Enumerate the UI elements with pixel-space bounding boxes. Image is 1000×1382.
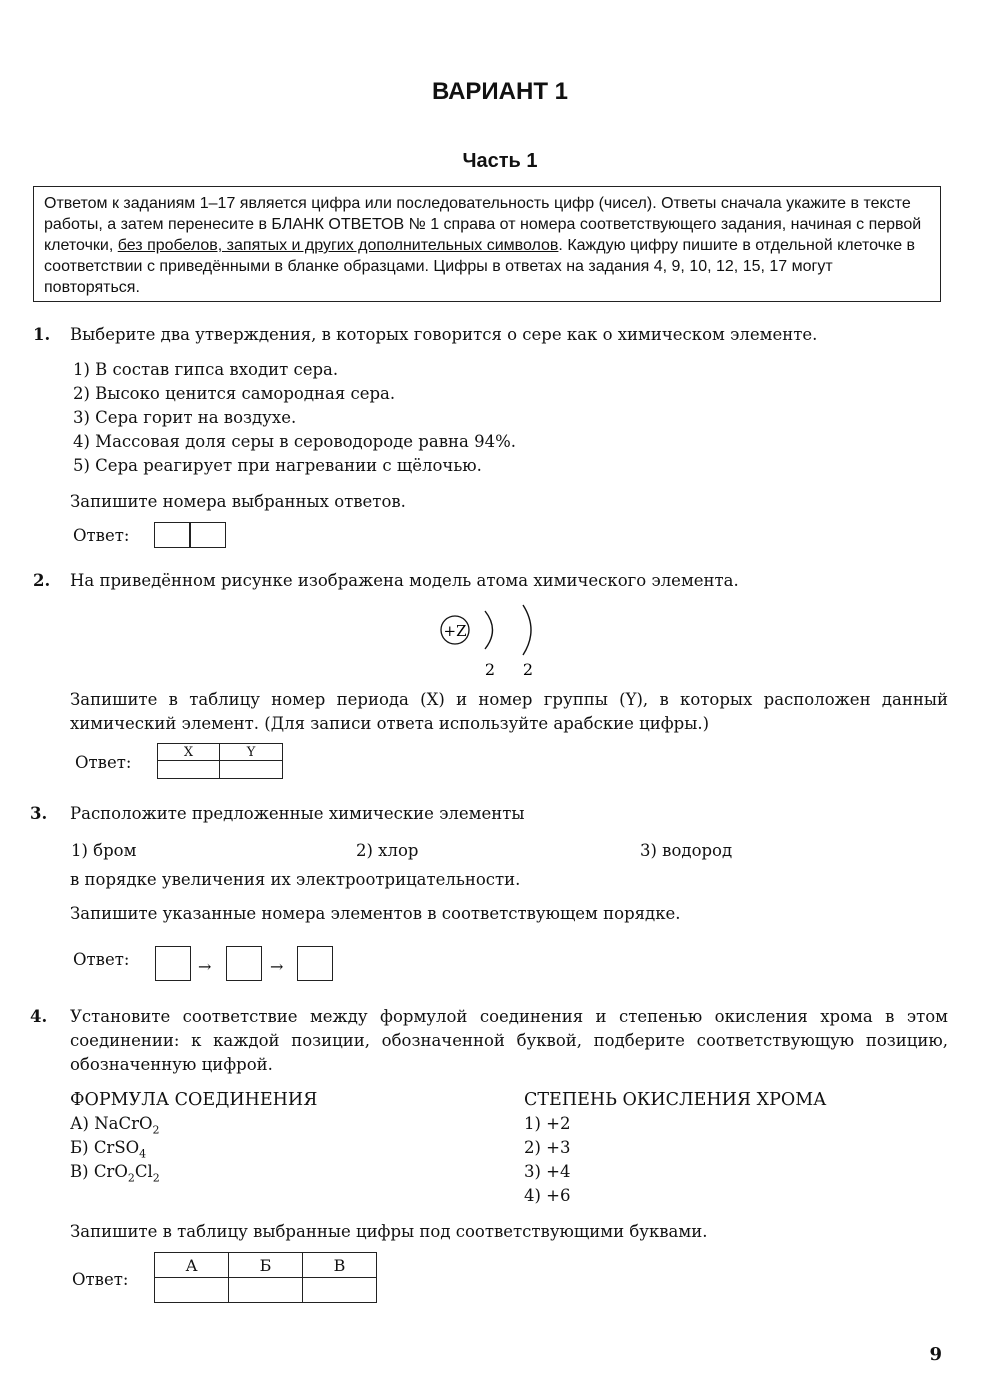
q2-answer-y[interactable] [220, 761, 283, 779]
col-a-header: А [155, 1253, 229, 1278]
oxidation-option-4: 4) +6 [524, 1186, 571, 1205]
formula-c [70, 1160, 160, 1190]
q1-option-3: 3) Сера горит на воздухе. [73, 408, 297, 427]
shell-1-electrons: 2 [484, 660, 496, 679]
shell-2-electrons: 2 [522, 660, 534, 679]
col-c-header: В [303, 1253, 377, 1278]
q1-instruction: Запишите номера выбранных ответов. [70, 492, 406, 511]
formula-b-label: Б) [70, 1138, 89, 1157]
q3-option-2: 2) хлор [356, 841, 419, 860]
question-4-number: 4. [30, 1007, 48, 1026]
part-title: Часть 1 [462, 150, 538, 172]
q4-answer-b[interactable] [229, 1278, 303, 1303]
instructions-box [33, 186, 941, 302]
nucleus-label: +Z [443, 622, 467, 640]
formula-a-main: NaCrO [94, 1114, 153, 1133]
atom-model-diagram [435, 603, 555, 683]
formula-c-sub-1: 2 [127, 1171, 135, 1185]
page-number: 9 [929, 1344, 942, 1365]
instructions-underlined: без пробелов, запятых и других дополнительных символов [117, 237, 559, 254]
q1-answer-cell-2[interactable] [189, 522, 226, 548]
q4-instruction: Запишите в таблицу выбранные цифры под соответствующими буквами. [70, 1222, 708, 1241]
q3-option-1: 1) бром [71, 841, 137, 860]
q1-option-1: 1) В состав гипса входит сера. [73, 360, 339, 379]
q3-answer-cell-2[interactable] [226, 946, 262, 981]
oxidation-option-1: 1) +2 [524, 1114, 571, 1133]
electron-shell-1 [485, 611, 493, 649]
oxidation-column-header: СТЕПЕНЬ ОКИСЛЕНИЯ ХРОМА [524, 1090, 827, 1110]
col-y-header: Y [220, 744, 283, 761]
question-1-number: 1. [33, 325, 51, 344]
q3-text-2: в порядке увеличения их электроотрицательности. [70, 870, 521, 889]
formula-b-sub: 4 [139, 1147, 147, 1161]
q3-instruction: Запишите указанные номера элементов в соответствующем порядке. [70, 904, 681, 923]
question-4-text: Установите соответствие между формулой соединения и степенью окисления хрома в этом соединении: к каждой позиции, обозначенной буквой, подберите соответствующую позицию, обозначенную цифрой. [70, 1007, 948, 1074]
q1-answer-cell-1[interactable] [154, 522, 191, 548]
q3-answer-cell-1[interactable] [155, 946, 191, 981]
q1-answer-label: Ответ: [73, 526, 130, 545]
q4-answer-c[interactable] [303, 1278, 377, 1303]
col-x-header: X [158, 744, 220, 761]
oxidation-option-2: 2) +3 [524, 1138, 571, 1157]
q1-option-2: 2) Высоко ценится самородная сера. [73, 384, 396, 403]
formula-c-main-2: Cl [134, 1162, 153, 1181]
q2-answer-label: Ответ: [75, 753, 132, 772]
arrow-icon: → [270, 957, 284, 976]
question-3-text: Расположите предложенные химические элементы [70, 804, 525, 823]
q4-answer-a[interactable] [155, 1278, 229, 1303]
electron-shell-2 [523, 605, 531, 655]
formula-a-label: А) [70, 1114, 89, 1133]
question-3-number: 3. [30, 804, 48, 823]
q2-answer-x[interactable] [158, 761, 220, 779]
q3-answer-cell-3[interactable] [297, 946, 333, 981]
formula-column-header: ФОРМУЛА СОЕДИНЕНИЯ [70, 1090, 318, 1110]
question-2-number: 2. [33, 571, 51, 590]
instructions-text: Ответом к заданиям 1–17 является цифра или последовательность цифр (чисел). Ответы сначала укажите в тексте работы, а затем перенесите в БЛАНК ОТВЕТОВ № 1 справа от номера соответствующего задания, начиная с первой клеточки, [44, 195, 922, 254]
q1-option-4: 4) Массовая доля серы в сероводороде равна 94%. [73, 432, 516, 451]
instructions-text-end: . Каждую цифру пишите в отдельной клеточке в соответствии с приведёнными в бланке образцами. Цифры в ответах на задания 4, 9, 10, 12, 15, 17 могут повторяться. [44, 237, 916, 296]
q1-option-5: 5) Сера реагирует при нагревании с щёлочью. [73, 456, 482, 475]
q2-answer-table [157, 743, 283, 779]
q3-answer-label: Ответ: [73, 950, 130, 969]
formula-b-main: CrSO [93, 1138, 140, 1157]
q2-instruction: Запишите в таблицу номер периода (X) и номер группы (Y), в которых расположен данный химический элемент. (Для записи ответа используйте арабские цифры.) [70, 690, 948, 733]
oxidation-option-3: 3) +4 [524, 1162, 571, 1181]
col-b-header: Б [229, 1253, 303, 1278]
q4-answer-label: Ответ: [72, 1270, 129, 1289]
variant-title: ВАРИАНТ 1 [431, 78, 569, 105]
formula-c-main: CrO [93, 1162, 128, 1181]
arrow-icon: → [198, 957, 212, 976]
formula-c-label: В) [70, 1162, 89, 1181]
formula-a-sub: 2 [152, 1123, 160, 1137]
q3-option-3: 3) водород [640, 841, 733, 860]
q4-answer-table [154, 1252, 377, 1303]
formula-c-sub-2: 2 [152, 1171, 160, 1185]
question-1-text: Выберите два утверждения, в которых говорится о сере как о химическом элементе. [70, 325, 818, 344]
question-2-text: На приведённом рисунке изображена модель атома химического элемента. [70, 571, 739, 590]
